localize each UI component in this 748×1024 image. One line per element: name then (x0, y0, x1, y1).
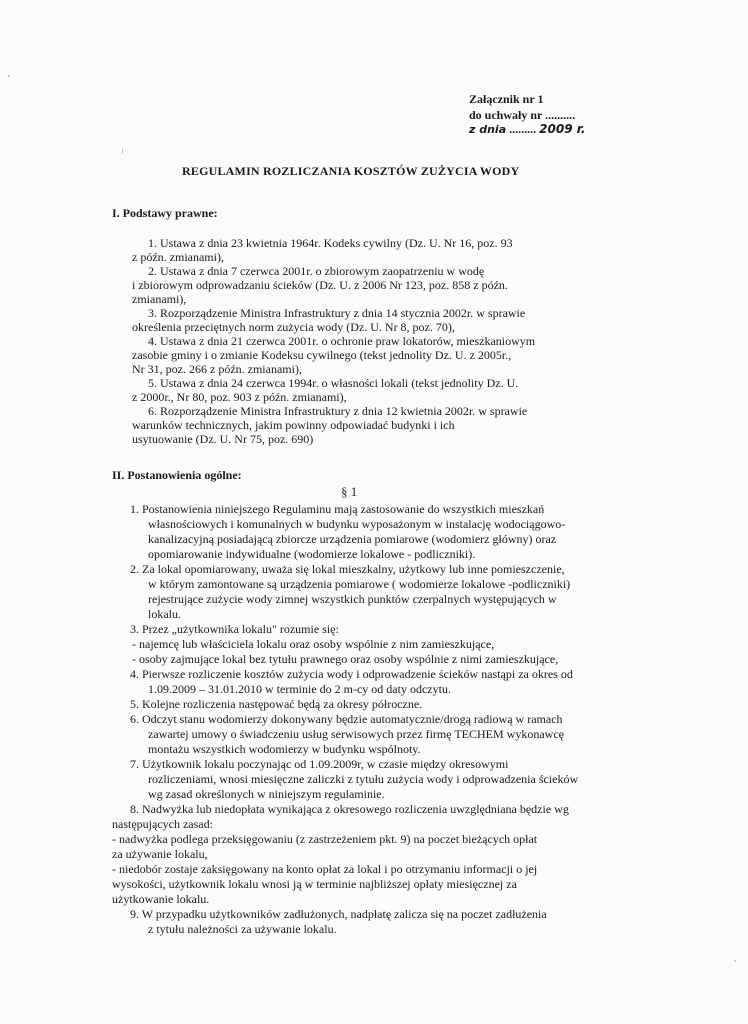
section-2-line: w którym zamontowane są urządzenia pomiarowe ( wodomierze lokalowe -podliczniki) (148, 577, 571, 591)
section-1-line: z 2000r., Nr 80, poz. 903 z późn. zmianami), (132, 390, 347, 404)
section-2-line: następujących zasad: (112, 817, 213, 831)
scan-speck (734, 960, 736, 962)
section-2-line: - nadwyżka podlega przeksięgowaniu (z zastrzeżeniem pkt. 9) na poczet bieżących opłat (112, 832, 538, 846)
paragraph-mark: § 1 (341, 484, 358, 499)
section-2-line: 1.09.2009 – 31.01.2010 w terminie do 2 m-cy od daty odczytu. (148, 682, 451, 696)
document-title: REGULAMIN ROZLICZANIA KOSZTÓW ZUŻYCIA WODY (182, 164, 520, 178)
section-1-line: zasobie gminy i o zmianie Kodeksu cywilnego (tekst jednolity Dz. U. z 2005r., (132, 348, 512, 362)
section-1-line: 3. Rozporządzenie Ministra Infrastruktury z dnia 14 stycznia 2002r. w sprawie (148, 306, 526, 320)
section-1-line: 1. Ustawa z dnia 23 kwietnia 1964r. Kodeks cywilny (Dz. U. Nr 16, poz. 93 (148, 236, 513, 250)
section-2-line: użytkowanie lokalu. (112, 892, 210, 906)
scan-speck (8, 75, 10, 77)
scan-speck (122, 148, 123, 154)
section-2-line: - niedobór zostaje zaksięgowany na konto opłat za lokal i po otrzymaniu informacji o jej (112, 862, 538, 876)
section-2-line: wg zasad określonych w niniejszym regulaminie. (148, 787, 385, 801)
section-1-line: i zbiorowym odprowadzaniu ścieków (Dz. U. z 2006 Nr 123, poz. 858 z późn. (132, 278, 508, 292)
section-2-line: za używanie lokalu, (112, 847, 208, 861)
section-1-line: z późn. zmianami), (132, 250, 224, 264)
section-2-line: 4. Pierwsze rozliczenie kosztów zużycia wody i odprowadzenie ścieków nastąpi za okres od (130, 667, 573, 681)
section-2-line: kanalizacyjną posiadającą zbiorcze urządzenia pomiarowe (wodomierz główny) oraz (148, 532, 557, 546)
section-2-line: lokalu. (148, 607, 181, 621)
section-1-line: 4. Ustawa z dnia 21 czerwca 2001r. o ochronie praw lokatorów, mieszkaniowym (148, 334, 536, 348)
section-1-line: określenia przeciętnych norm zużycia wody (Dz. U. Nr 8, poz. 70), (132, 320, 455, 334)
section-2-line: zawartej umowy o świadczeniu usług serwisowych przez firmę TECHEM wykonawcę (148, 727, 564, 741)
section-2-line: - osoby zajmujące lokal bez tytułu prawnego oraz osoby wspólnie z nimi zamieszkujące, (132, 652, 559, 666)
section-2-line: rejestrujące zużycie wody zimnej wszystkich punktów czerpalnych występujących w (148, 592, 557, 606)
section-2-line: rozliczeniami, wnosi miesięczne zaliczki z tytułu zużycia wody i odprowadzenia ścieków (148, 772, 579, 786)
section-1-heading: I. Podstawy prawne: (112, 206, 218, 220)
section-1-line: usytuowanie (Dz. U. Nr 75, poz. 690) (132, 432, 314, 446)
section-2-line: własnościowych i komunalnych w budynku wyposażonym w instalację wodociągowo- (148, 517, 566, 531)
annex-line-3 (469, 122, 585, 137)
section-2-line: montażu wszystkich wodomierzy w budynku wspólnoty. (148, 742, 421, 756)
section-1-line: Nr 31, poz. 266 z późn. zmianami), (132, 362, 302, 376)
section-2-line: wysokości, użytkownik lokalu wnosi ją w terminie najbliższej opłaty miesięcznej za (112, 877, 517, 891)
section-1-line: 6. Rozporządzenie Ministra Infrastruktury z dnia 12 kwietnia 2002r. w sprawie (148, 404, 528, 418)
section-2-line: 3. Przez „użytkownika lokalu" rozumie się: (130, 622, 339, 636)
annex-date-year: 2009 r. (539, 122, 586, 136)
annex-date-dots: ......... (509, 122, 537, 136)
section-2-line: 6. Odczyt stanu wodomierzy dokonywany będzie automatycznie/drogą radiową w ramach (130, 712, 563, 726)
annex-date-prefix: z dnia (469, 123, 507, 136)
annex-line-2: do uchwały nr .......... (469, 108, 576, 122)
section-2-line: 8. Nadwyżka lub niedopłata wynikająca z okresowego rozliczenia uwzględniana będzie wg (130, 802, 569, 816)
section-2-line: 9. W przypadku użytkowników zadłużonych, nadpłatę zalicza się na poczet zadłużenia (130, 907, 547, 921)
section-2-line: 7. Użytkownik lokalu poczynając od 1.09.2009r, w czasie między okresowymi (130, 757, 509, 771)
section-1-line: 2. Ustawa z dnia 7 czerwca 2001r. o zbiorowym zaopatrzeniu w wodę (148, 264, 485, 278)
section-2-heading: II. Postanowienia ogólne: (112, 468, 242, 482)
section-1-line: zmianami), (132, 292, 187, 306)
section-1-line: 5. Ustawa z dnia 24 czerwca 1994r. o własności lokali (tekst jednolity Dz. U. (148, 376, 519, 390)
section-2-line: z tytułu należności za używanie lokalu. (148, 922, 337, 936)
section-1-line: warunków technicznych, jakim powinny odpowiadać budynki i ich (132, 418, 455, 432)
section-2-line: opomiarowanie indywidualne (wodomierze lokalowe - podliczniki). (148, 547, 476, 561)
section-2-line: 2. Za lokal opomiarowany, uważa się lokal mieszkalny, użytkowy lub inne pomieszczenie, (130, 562, 565, 576)
annex-line-1: Załącznik nr 1 (469, 92, 544, 106)
section-2-line: 1. Postanowienia niniejszego Regulaminu mają zastosowanie do wszystkich mieszkań (130, 502, 545, 516)
section-2-line: 5. Kolejne rozliczenia następować będą za okresy półroczne. (130, 697, 423, 711)
section-2-line: - najemcę lub właściciela lokalu oraz osoby wspólnie z nim zamieszkujące, (132, 637, 495, 651)
